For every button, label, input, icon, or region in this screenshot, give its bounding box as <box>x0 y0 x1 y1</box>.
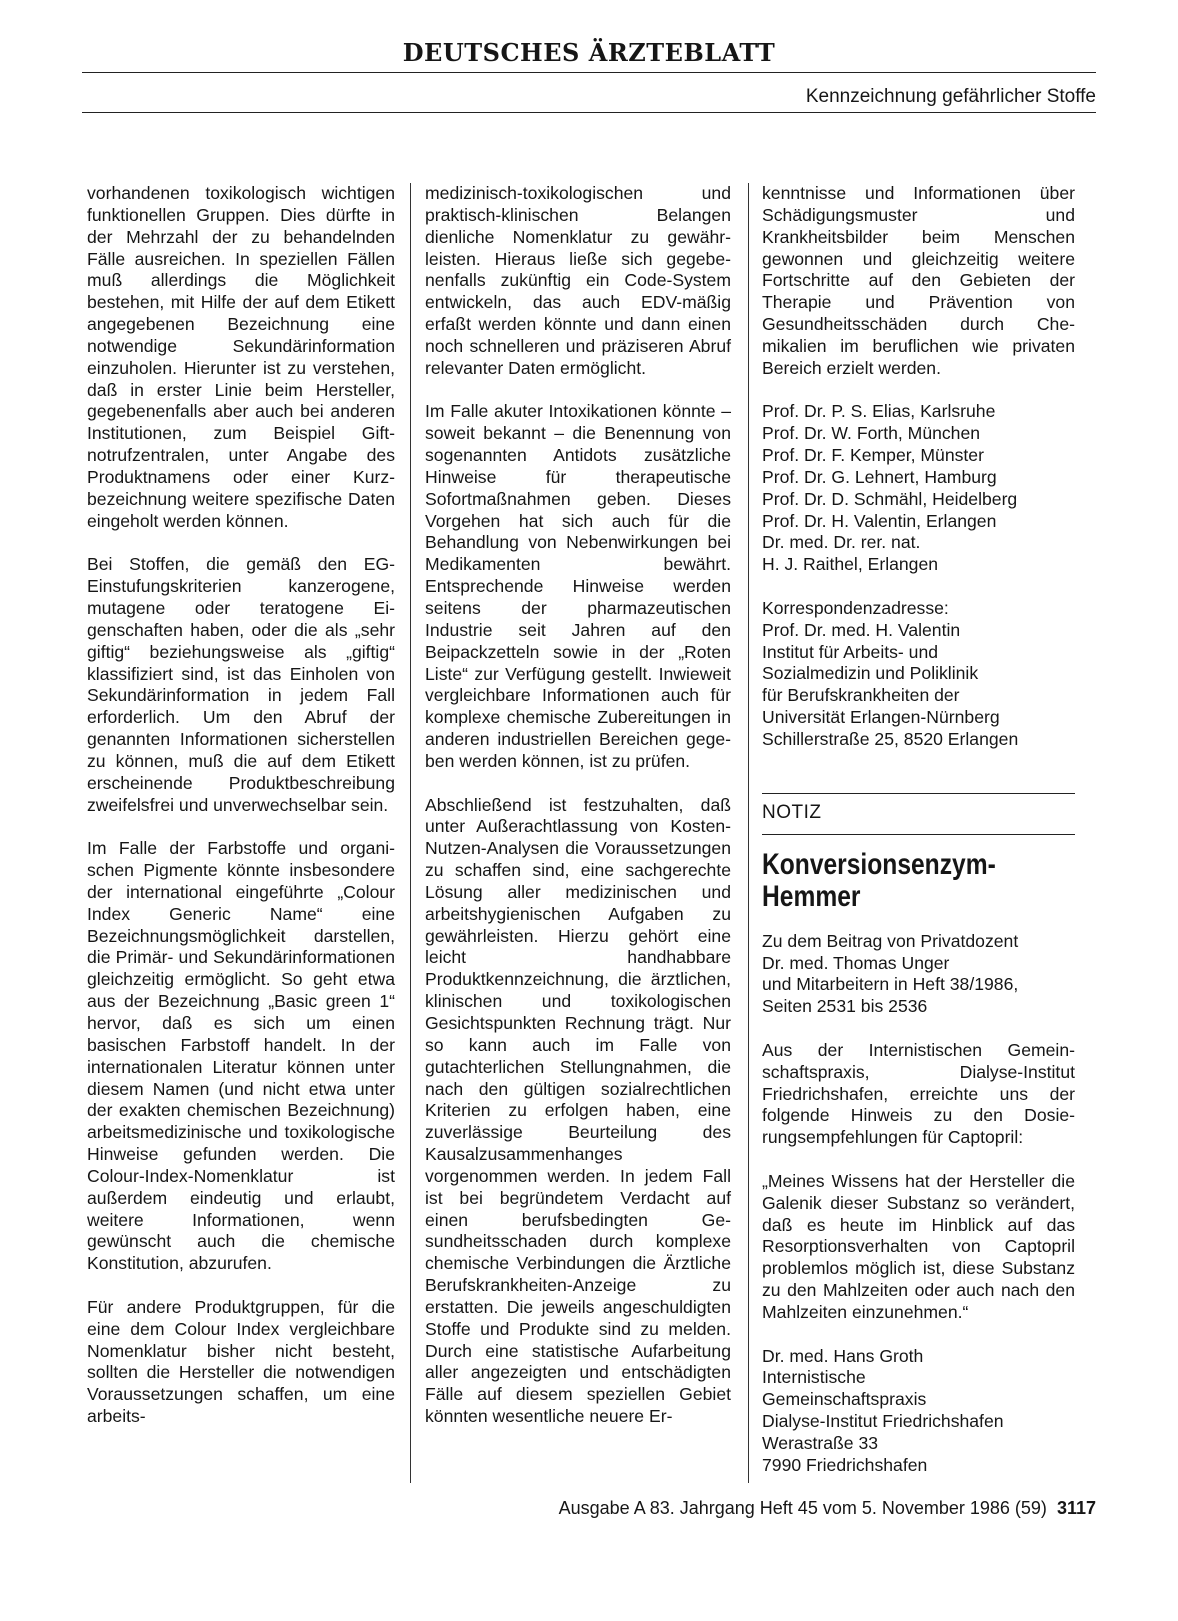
page-footer <box>559 1498 1096 1519</box>
column-2 <box>425 183 731 1450</box>
address-line: Universität Erlangen-Nürnberg <box>762 707 1000 728</box>
author-line: Prof. Dr. F. Kemper, Münster <box>762 445 984 466</box>
correspondence-address <box>762 598 1075 751</box>
paragraph: Im Falle der Farbstoffe und organischen Pigmente könnte insbesondere der international eingeführte „Colour Index Generic Name“ eine Bezeichnungsmöglichkeit darstellen, die Primär- und Sekundärinformationen gleichzeitig ermöglicht. So geht etwa aus der Bezeichnung „Basic green 1“ hervor, daß es sich um einen basischen Farbstoff handelt. In der internationalen Literatur können unter diesem Namen (und nicht etwa unter der exakten chemischen Bezeichnung) arbeitsmedizinische und toxikologische Hinweise gefunden werden. Die Colour-Index-Nomenklatur ist außerdem eindeutig und erlaubt, weitere Informationen, wenn gewünscht auch die chemische Konstitution, abzurufen. <box>87 838 395 1274</box>
signature-line: 7990 Friedrichshafen <box>762 1454 928 1475</box>
address-line: Sozialmedizin und Poliklinik <box>762 663 979 684</box>
address-line: Prof. Dr. med. H. Valentin <box>762 619 961 640</box>
column-1 <box>87 183 395 1450</box>
article-reference <box>762 931 1075 1018</box>
author-line: Prof. Dr. P. S. Elias, Karlsruhe <box>762 401 996 422</box>
paragraph: Im Falle akuter Intoxikationen könnte – soweit bekannt – die Benennung von sogenannten Antidots zusätzliche Hinweise für therapeutische Sofortmaßnahmen geben. Dieses Vorgehen hat sich auch für die Behandlung von Nebenwirkungen bei Medikamenten bewährt. Entsprechende Hinweise werden seitens der pharmazeutischen Industrie seit Jahren auf den Beipackzetteln sowie in der „Roten Liste“ zur Verfügung gestellt. Inwieweit vergleichbare Informationen auch für komplexe chemische Zubereitungen in anderen industriellen Bereichen gegeben werden können, ist zu prüfen. <box>425 401 731 771</box>
paragraph: Bei Stoffen, die gemäß den EG-Einstufungskriterien kanzerogene, mutagene oder teratogene Eigenschaften haben, oder die als „sehr giftig“ beziehungsweise als „giftig“ klassifiziert sind, ist das Einholen von Sekundärinformation in jedem Fall erforderlich. Um den Abruf der genannten Informationen sicherstellen zu können, muß die auf dem Etikett erscheinende Produktbeschreibung zweifelsfrei und unverwechselbar sein. <box>87 554 395 815</box>
header-rule-top <box>82 72 1096 73</box>
paragraph: Für andere Produktgruppen, für die eine dem Colour Index vergleichbare Nomenklatur bisher nicht besteht, sollten die Hersteller die notwendigen Voraussetzungen schaffen, um eine arbeits- <box>87 1296 395 1427</box>
column-divider <box>748 183 749 1483</box>
notiz-rule-bottom <box>762 834 1075 835</box>
headline-line: Hemmer <box>762 879 861 913</box>
signature-line: Gemeinschaftspraxis <box>762 1389 927 1410</box>
author-line: Prof. Dr. H. Valentin, Erlangen <box>762 510 997 531</box>
reference-line: Zu dem Beitrag von Privatdozent <box>762 930 1019 951</box>
author-line: H. J. Raithel, Erlangen <box>762 554 939 575</box>
header-rule-bottom <box>82 112 1096 113</box>
address-line: für Berufskrankheiten der <box>762 685 960 706</box>
address-line: Korrespondenzadresse: <box>762 597 949 618</box>
author-line: Dr. med. Dr. rer. nat. <box>762 532 921 553</box>
paragraph: vorhandenen toxikologisch wichtigen funktionellen Gruppen. Dies dürfte in der Mehrzahl der zu behandelnden Fälle ausreichen. In speziellen Fällen muß allerdings die Möglichkeit bestehen, mit Hilfe der auf dem Etikett angegebenen Bezeichnung eine notwendige Sekundärinformation einzuholen. Hierunter ist zu verstehen, daß in erster Linie beim Hersteller, gegebenenfalls aber auch bei anderen Institutionen, zum Beispiel Giftnotrufzentralen, unter Angabe des Produktnamens oder einer Kurzbezeichnung weitere spezifische Daten eingeholt werden können. <box>87 183 395 531</box>
notiz-headline <box>762 849 1075 913</box>
author-line: Prof. Dr. W. Forth, München <box>762 423 981 444</box>
signature-line: Dialyse-Institut Friedrichshafen <box>762 1411 1004 1432</box>
issue-info: Ausgabe A 83. Jahrgang Heft 45 vom 5. November 1986 (59) <box>558 1498 1047 1518</box>
reference-line: Dr. med. Thomas Unger <box>762 952 950 973</box>
author-line: Prof. Dr. D. Schmähl, Heidelberg <box>762 488 1018 509</box>
reference-line: und Mitarbeitern in Heft 38/1986, <box>762 974 1019 995</box>
author-list <box>762 401 1075 576</box>
author-line: Prof. Dr. G. Lehnert, Hamburg <box>762 466 997 487</box>
page-number: 3117 <box>1056 1498 1096 1518</box>
paragraph: kenntnisse und Informationen über Schädigungsmuster und Krankheitsbilder beim Menschen gewonnen und gleichzeitig weitere Fortschritte auf den Gebieten der Therapie und Prävention von Gesundheitsschäden durch Chemikalien im beruflichen wie privaten Bereich erzielt werden. <box>762 183 1075 378</box>
section-title: Kennzeichnung gefährlicher Stoffe <box>805 86 1096 107</box>
notiz-label: NOTIZ <box>762 801 822 823</box>
signature-block <box>762 1346 1075 1477</box>
reference-line: Seiten 2531 bis 2536 <box>762 996 928 1017</box>
signature-line: Dr. med. Hans Groth <box>762 1345 924 1366</box>
headline-line: Konversionsenzym- <box>762 847 996 881</box>
quote-paragraph: „Meines Wissens hat der Hersteller die Galenik dieser Substanz so verändert, daß es heute im Hinblick auf das Resorptionsverhalten von Captopril problemlos möglich ist, diese Substanz zu den Mahlzeiten oder auch nach den Mahlzeiten einzunehmen.“ <box>762 1170 1075 1322</box>
signature-line: Werastraße 33 <box>762 1432 879 1453</box>
column-divider <box>410 183 411 1483</box>
paragraph: Abschließend ist festzuhalten, daß unter Außerachtlassung von Kosten-Nutzen-Analysen die Voraussetzungen zu schaffen sind, eine sachgerechte Lösung aller medizinischen und arbeitshygienischen Aufgaben zu gewährleisten. Hierzu gehört eine leicht handhabbare Produktkennzeichnung, die ärztlichen, klinischen und toxikologischen Gesichtspunkten Rechnung trägt. Nur so kann auch im Falle von gutachterlichen Stellungnahmen, die nach den gültigen sozialrechtlichen Kriterien zu erfolgen haben, eine zuverlässige Beurteilung des Kausalzusammenhanges vorgenommen werden. In jedem Fall ist bei begründetem Verdacht auf einen berufsbedingten Gesundheitsschaden durch komplexe chemische Verbindungen die Ärztliche Berufskrankheiten-Anzeige zu erstatten. Die jeweils angeschuldigten Stoffe und Produkte sind zu melden. Durch eine statistische Aufarbeitung aller angezeigten und entschädigten Fälle auf diesem speziellen Gebiet könnten wesentliche neuere Er- <box>425 794 731 1427</box>
signature-line: Internistische <box>762 1367 866 1388</box>
journal-masthead: DEUTSCHES ÄRZTEBLATT <box>402 38 776 67</box>
column-3 <box>762 183 1075 1477</box>
address-line: Institut für Arbeits- und <box>762 641 939 662</box>
paragraph: Aus der Internistischen Gemeinschaftspraxis, Dialyse-Institut Friedrichshafen, erreichte uns der folgende Hinweis zu den Dosierungsempfehlungen für Captopril: <box>762 1039 1075 1148</box>
notiz-rule-top <box>762 793 1075 794</box>
address-line: Schillerstraße 25, 8520 Erlangen <box>762 729 1019 749</box>
paragraph: medizinisch-toxikologischen und praktisch-klinischen Belangen dienliche Nomenklatur zu gewährleisten. Hieraus ließe sich gegebenenfalls zukünftig ein Code-System entwickeln, das auch EDV-mäßig erfaßt werden könnte und dann einen noch schnelleren und präziseren Abruf relevanter Daten ermöglicht. <box>425 183 731 378</box>
